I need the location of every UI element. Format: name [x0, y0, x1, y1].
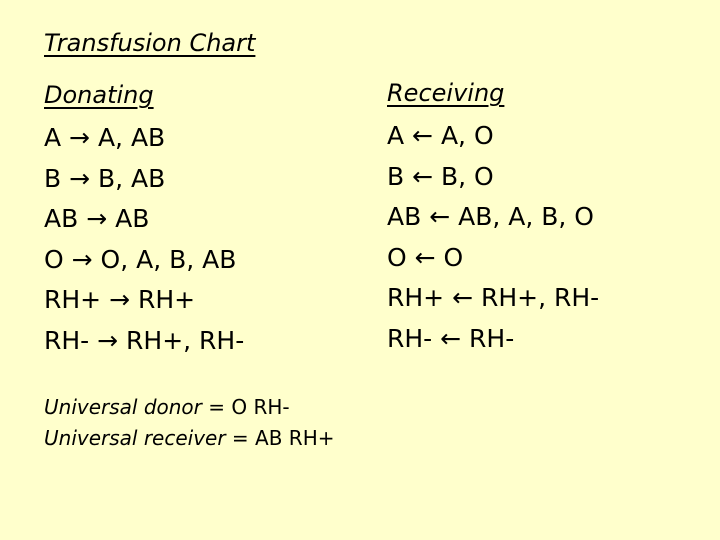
receiving-column	[387, 76, 599, 359]
receiving-row-a: A ← A, O	[387, 121, 494, 150]
universal-receiver-label: Universal receiver	[44, 426, 226, 450]
donating-row-a: A → A, AB	[44, 123, 166, 152]
universal-receiver-value: = AB RH+	[225, 426, 335, 450]
universal-receiver-line	[44, 423, 335, 454]
universal-donor-value: = O RH-	[201, 395, 290, 419]
receiving-row-o: O ← O	[387, 242, 464, 272]
page-title: Transfusion Chart	[44, 29, 256, 57]
donating-list	[44, 118, 244, 361]
receiving-row-b: B ← B, O	[387, 161, 494, 191]
receiving-row-ab: AB ← AB, A, B, O	[387, 202, 594, 231]
donating-row-o: O → O, A, B, AB	[44, 244, 237, 274]
donating-heading: Donating	[44, 81, 154, 109]
footer-notes	[44, 392, 335, 454]
donating-row-ab: AB → AB	[44, 204, 150, 233]
donating-column	[44, 78, 244, 361]
receiving-heading: Receiving	[387, 79, 505, 107]
receiving-list	[387, 116, 599, 359]
receiving-row-rh-negative: RH- ← RH-	[387, 323, 515, 353]
universal-donor-line	[44, 392, 335, 423]
receiving-row-rh-positive: RH+ ← RH+, RH-	[387, 283, 600, 312]
universal-donor-label: Universal donor	[44, 395, 202, 419]
donating-row-b: B → B, AB	[44, 163, 166, 193]
donating-row-rh-positive: RH+ → RH+	[44, 285, 196, 314]
donating-row-rh-negative: RH- → RH+, RH-	[44, 325, 245, 355]
